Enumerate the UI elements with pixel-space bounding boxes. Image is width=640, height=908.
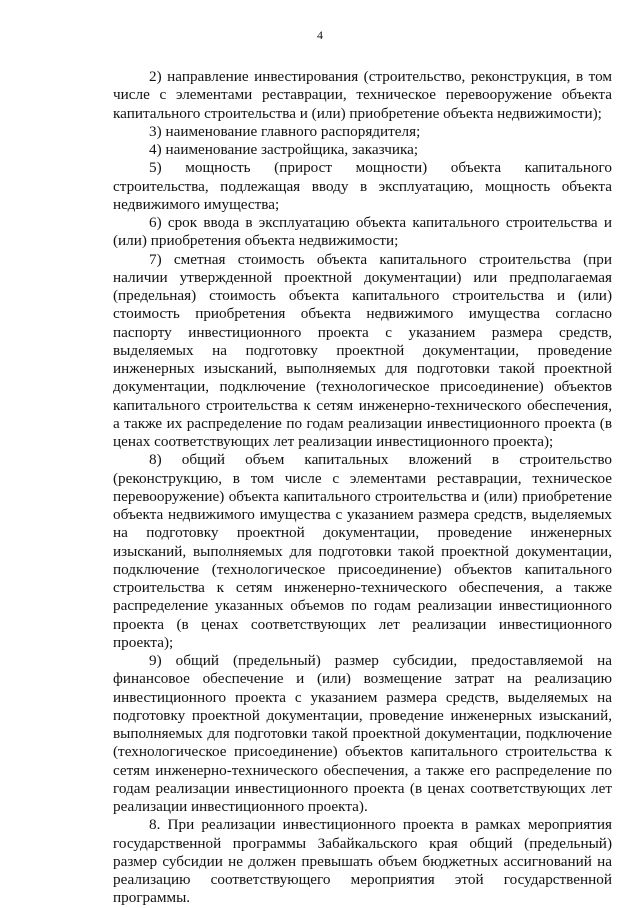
paragraph-item-8: 8) общий объем капитальных вложений в строительство (реконструкцию, в том числе с элементами реставрации, техническое перевооружение) объекта капитального строительства и (или) приобретение объекта недвижимого имущества с указанием размера средств, выделяемых на подготовку проектной документации, проведение инженерных изысканий, выполняемых для подготовки такой проектной документации, подключение (технологическое присоединение) объектов капитального строительства к сетям инженерно-технического обеспечения, а также распределение указанных объемов по годам реализации инвестиционного проекта (в ценах соответствующих лет реализации инвестиционного проекта); [113, 451, 612, 651]
paragraph-item-3: 3) наименование главного распорядителя; [149, 122, 421, 140]
page-number: 4 [317, 28, 323, 42]
paragraph-item-4: 4) наименование застройщика, заказчика; [149, 141, 419, 158]
paragraph-item-7: 7) сметная стоимость объекта капитального строительства (при наличии утвержденной проектной документации) или предполагаемая (предельная) стоимость объекта капитального строительства и (или) стоимость приобретения объекта недвижимого имущества согласно паспорту инвестиционного проекта с указанием размера средств, выделяемых на подготовку проектной документации, проведение инженерных изысканий, выполняемых для подготовки такой проектной документации, подключение (технологическое присоединение) объектов капитального строительства к сетям инженерно-технического обеспечения, а также их распределение по годам реализации инвестиционного проекта (в ценах соответствующих лет реализации инвестиционного проекта); [113, 250, 612, 450]
paragraph-item-5: 5) мощность (прирост мощности) объекта капитального строительства, подлежащая вводу в эксплуатацию, мощность объекта недвижимого имущества; [113, 159, 612, 213]
paragraph-clause-8: 8. При реализации инвестиционного проекта в рамках мероприятия государственной программы Забайкальского края общий (предельный) размер субсидии не должен превышать объем бюджетных ассигнований на реализацию соответствующего мероприятия этой государственной программы. [113, 816, 612, 907]
document-body [113, 68, 612, 908]
paragraph-item-2: 2) направление инвестирования (строительство, реконструкция, в том числе с элементами реставрации, техническое перевооружение объекта капитального строительства и (или) приобретение объекта недвижимости); [113, 68, 612, 122]
paragraph-item-9: 9) общий (предельный) размер субсидии, предоставляемой на финансовое обеспечение и (или) возмещение затрат на реализацию инвестиционного проекта с указанием размера средств, выделяемых на подготовку проектной документации, проведение инженерных изысканий, выполняемых для подготовки такой проектной документации, подключение (технологическое присоединение) объектов капитального строительства к сетям инженерно-технического обеспечения, а также его распределение по годам реализации инвестиционного проекта (в ценах соответствующих лет реализации инвестиционного проекта). [113, 652, 612, 815]
paragraph-item-6: 6) срок ввода в эксплуатацию объекта капитального строительства и (или) приобретения объекта недвижимости; [113, 214, 612, 250]
